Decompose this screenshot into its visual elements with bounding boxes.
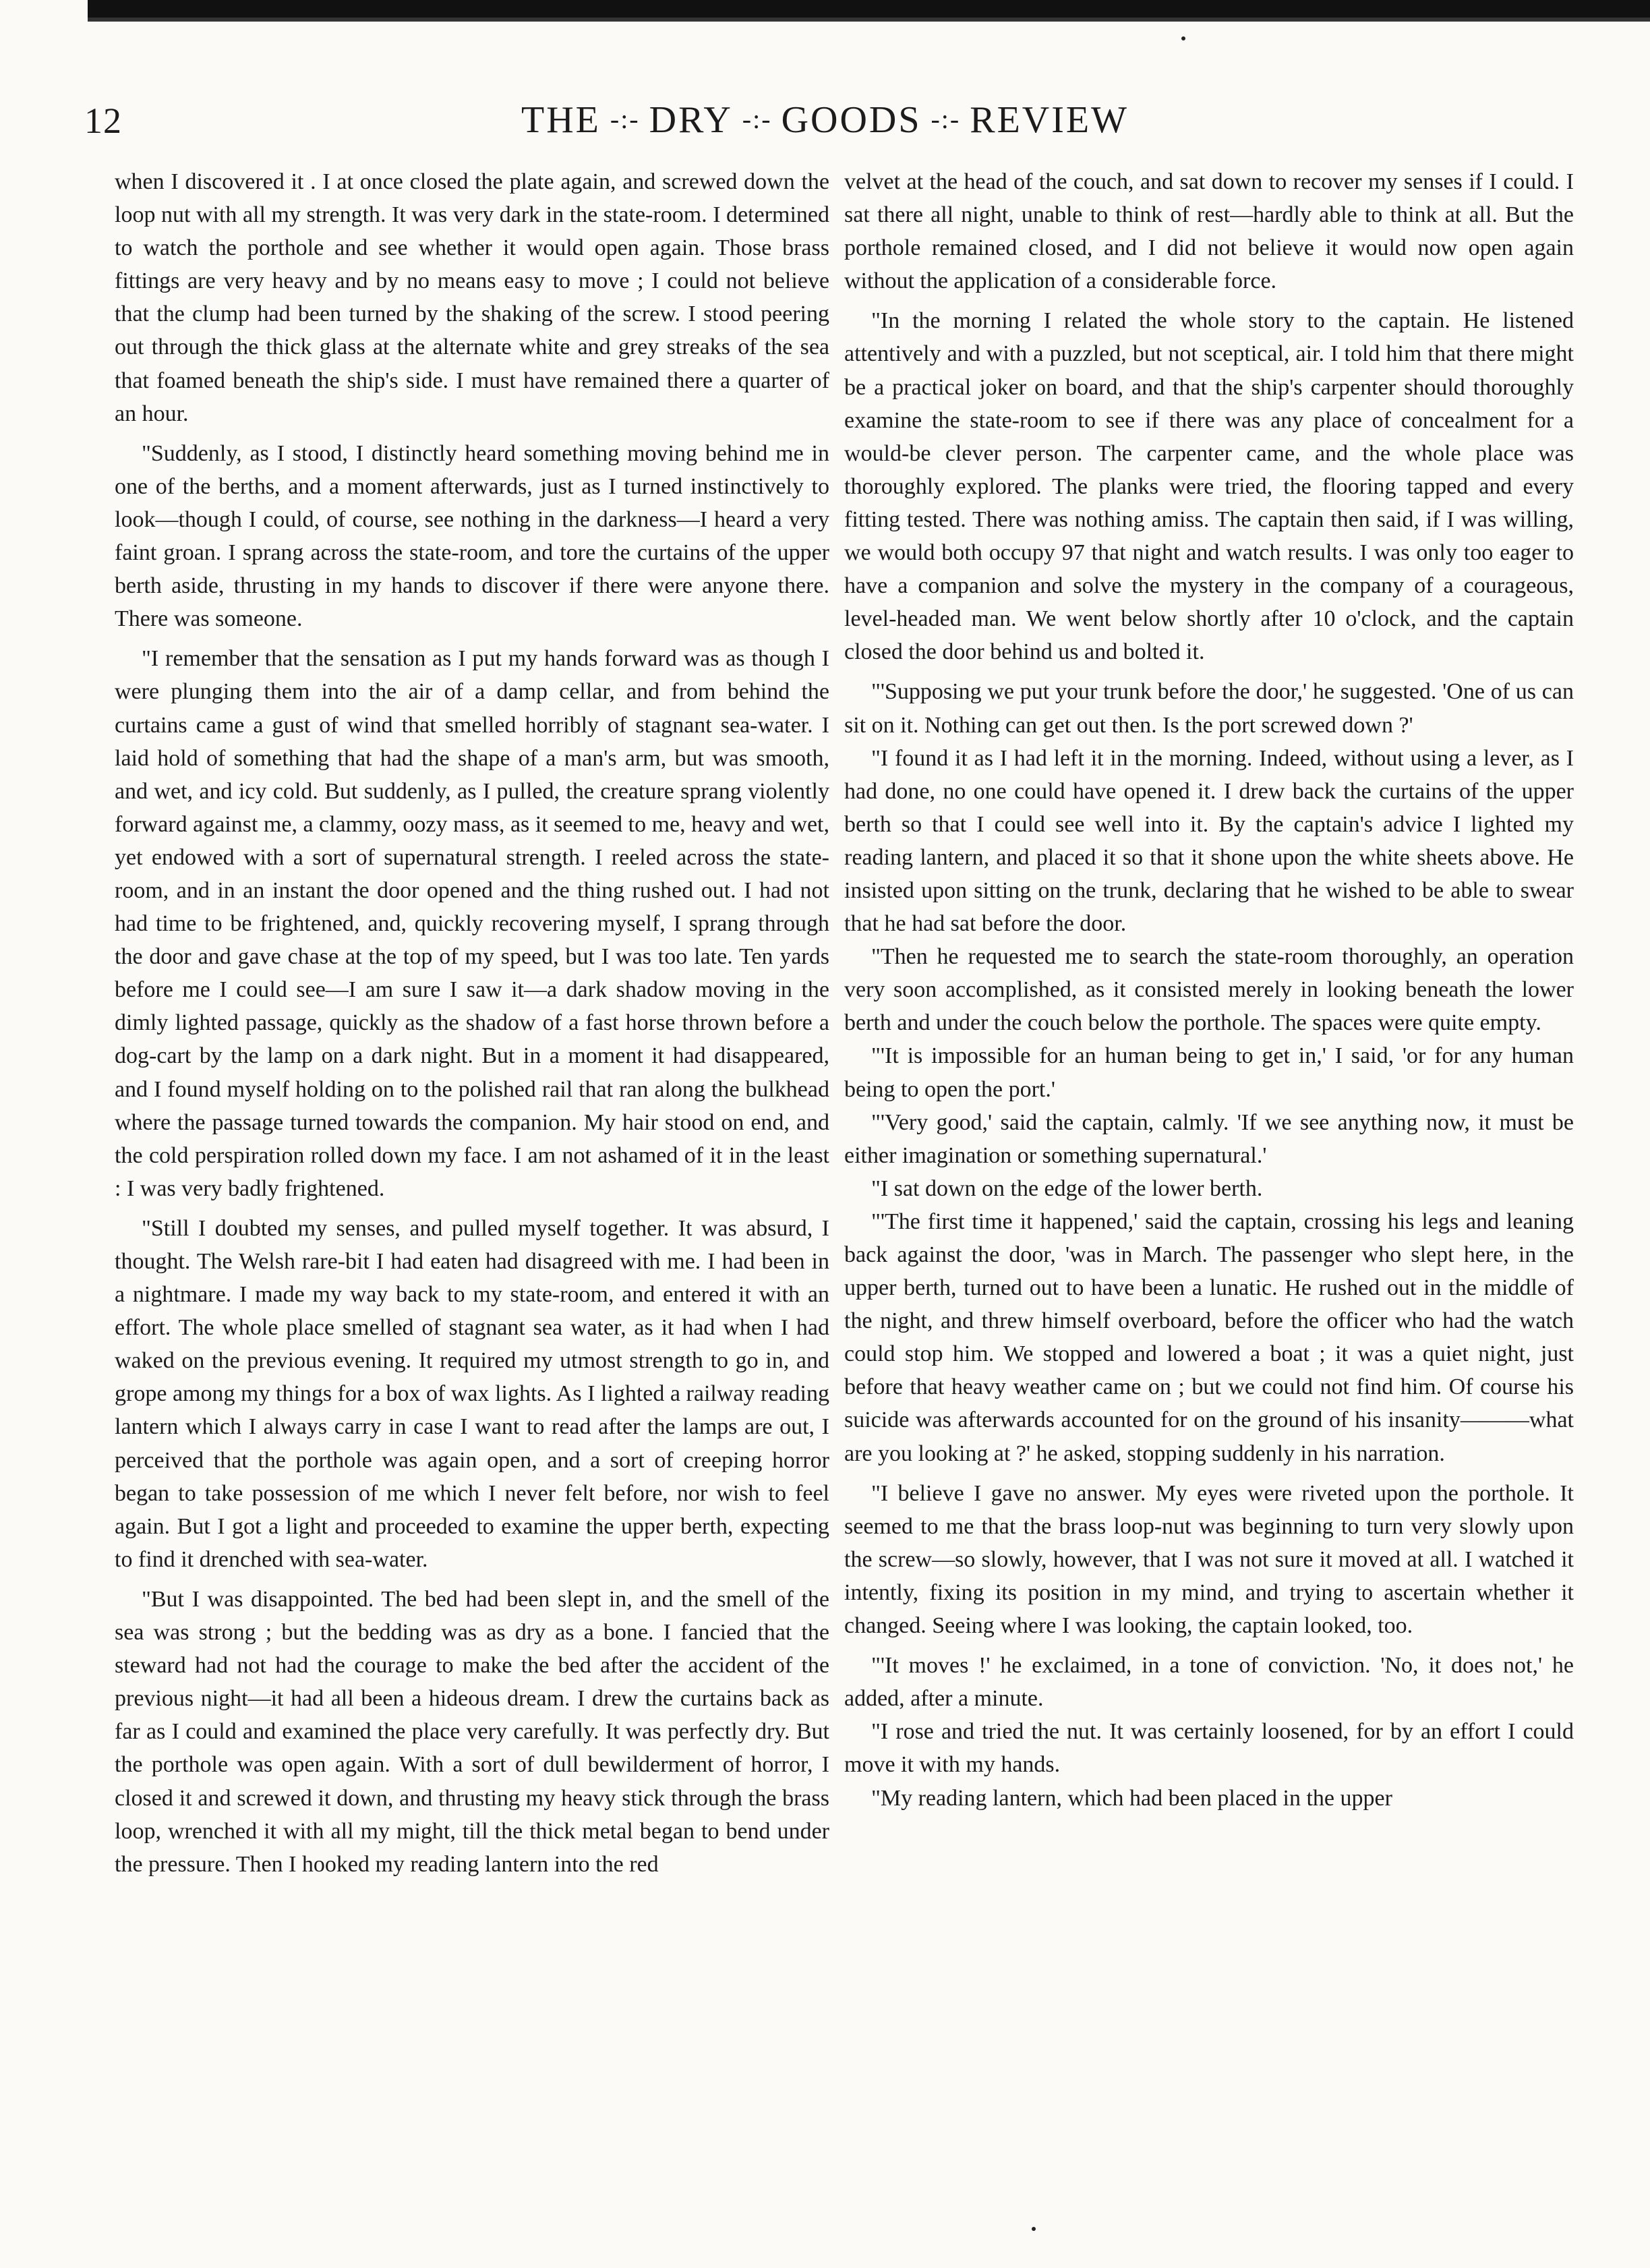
page-number: 12 (84, 100, 122, 141)
paragraph: velvet at the head of the couch, and sat down to recover my senses if I could. I sat there all night, unable to think of rest—hardly able to think at all. But the porthole remained closed, and I did not believe it would now open again without the application of a considerable force. (844, 169, 1574, 294)
paragraph: "'The first time it happened,' said the captain, crossing his legs and leaning back against the door, 'was in March. The passenger who slept here, in the upper berth, turned out to have been a lunatic. He rushed out in the middle of the night, and threw himself overboard, before the officer who had the watch could stop him. We stopped and lowered a boat ; it was a quiet night, just before that heavy weather came on ; but we could not find him. Of course his suicide was afterwards accounted for on the ground of his insanity———what are you looking at ?' he asked, stopping suddenly in his narration. (844, 1209, 1574, 1466)
paragraph: "I rose and tried the nut. It was certainly loosened, for by an effort I could move it with my hands. (844, 1719, 1574, 1778)
paragraph: when I discovered it . I at once closed the plate again, and screwed down the loop nut with all my strength. It was very dark in the state-room. I determined to watch the porthole and see whether it would open again. Those brass fittings are very heavy and by no means easy to move ; I could not believe that the clump had been turned by the shaking of the screw. I stood peering out through the thick glass at the alternate white and grey streaks of the sea that foamed beneath the ship's side. I must have remained there a quarter of an hour. (115, 169, 829, 426)
title-separator: -:- (610, 104, 640, 134)
running-title (0, 98, 1650, 142)
paragraph: "'It moves !' he exclaimed, in a tone of conviction. 'No, it does not,' he added, after a minute. (844, 1653, 1574, 1712)
title-separator: -:- (742, 104, 772, 134)
paragraph: "Then he requested me to search the state-room thoroughly, an operation very soon accomplished, as it consisted merely in looking beneath the lower berth and under the couch below the porthole. The spaces were quite empty. (844, 944, 1574, 1036)
paragraph: "I remember that the sensation as I put my hands forward was as though I were plunging them into the air of a damp cellar, and from behind the curtains came a gust of wind that smelled horribly of stagnant sea-water. I laid hold of something that had the shape of a man's arm, but was smooth, and wet, and icy cold. But suddenly, as I pulled, the creature sprang violently forward against me, a clammy, oozy mass, as it seemed to me, heavy and wet, yet endowed with a sort of supernatural strength. I reeled across the state-room, and in an instant the door opened and the thing rushed out. I had not had time to be frightened, and, quickly recovering myself, I sprang through the door and gave chase at the top of my speed, but I was too late. Ten yards before me I could see—I am sure I saw it—a dark shadow moving in the dimly lighted passage, quickly as the shadow of a fast horse thrown before a dog-cart by the lamp on a dark night. But in a moment it had disappeared, and I found myself holding on to the polished rail that ran along the bulkhead where the passage turned towards the companion. My hair stood on end, and the cold perspiration rolled down my face. I am not ashamed of it in the least : I was very badly frightened. (115, 646, 829, 1201)
left-text-column (115, 165, 829, 2182)
title-word: DRY (649, 99, 733, 141)
paragraph: "In the morning I related the whole story to the captain. He listened attentively and with a puzzled, but not sceptical, air. I told him that there might be a practical joker on board, and that the ship's carpenter should thoroughly examine the state-room to see if there was any place of concealment for a would-be clever person. The carpenter came, and the whole place was thoroughly explored. The planks were tried, the flooring tapped and every fitting tested. There was nothing amiss. The captain then said, if I was willing, we would both occupy 97 that night and watch results. I was only too eager to have a companion and solve the mystery in the company of a courageous, level-headed man. We went below shortly after 10 o'clock, and the captain closed the door behind us and bolted it. (844, 308, 1574, 665)
paragraph: "'Very good,' said the captain, calmly. 'If we see anything now, it must be either imagination or something supernatural.' (844, 1109, 1574, 1168)
title-word: REVIEW (970, 99, 1129, 141)
paragraph: "My reading lantern, which had been placed in the upper (871, 1785, 1392, 1811)
print-speck (1032, 2227, 1036, 2231)
title-word: THE (521, 99, 601, 141)
top-border-rule (88, 0, 1650, 18)
paragraph: "I sat down on the edge of the lower berth. (871, 1175, 1263, 1201)
paragraph: "Still I doubted my senses, and pulled myself together. It was absurd, I thought. The Welsh rare-bit I had eaten had disagreed with me. I had been in a nightmare. I made my way back to my state-room, and entered it with an effort. The whole place smelled of stagnant sea water, as it had when I had waked on the previous evening. It required my utmost strength to go in, and grope among my things for a box of wax lights. As I lighted a railway reading lantern which I always carry in case I want to read after the lamps are out, I perceived that the porthole was again open, and a sort of creeping horror began to take possession of me which I never felt before, nor wish to feel again. But I got a light and proceeded to examine the upper berth, expecting to find it drenched with sea-water. (115, 1215, 829, 1572)
paragraph: "'It is impossible for an human being to get in,' I said, 'or for any human being to open the port.' (844, 1043, 1574, 1102)
right-text-column (844, 165, 1574, 2182)
top-border-rule-shadow (88, 18, 1650, 22)
paragraph: "I believe I gave no answer. My eyes were riveted upon the porthole. It seemed to me that the brass loop-nut was beginning to turn very slowly upon the screw—so slowly, however, that I was not sure it moved at all. I watched it intently, fixing its position in my mind, and trying to ascertain whether it changed. Seeing where I was looking, the captain looked, too. (844, 1480, 1574, 1639)
paragraph: "'Supposing we put your trunk before the door,' he suggested. 'One of us can sit on it. Nothing can get out then. Is the port screwed down ?' (844, 679, 1574, 738)
title-word: GOODS (781, 99, 922, 141)
paragraph: "Suddenly, as I stood, I distinctly heard something moving behind me in one of the berths, and a moment afterwards, just as I turned instinctively to look—though I could, of course, see nothing in the darkness—I heard a very faint groan. I sprang across the state-room, and tore the curtains of the upper berth aside, thrusting in my hands to discover if there were anyone there. There was someone. (115, 440, 829, 632)
print-speck (1181, 36, 1185, 40)
title-separator: -:- (931, 104, 961, 134)
paragraph: "I found it as I had left it in the morning. Indeed, without using a lever, as I had done, no one could have opened it. I drew back the curtains of the upper berth so that I could see well into it. By the captain's advice I lighted my reading lantern, and placed it so that it shone upon the white sheets above. He insisted upon sitting on the trunk, declaring that he wished to be able to swear that he had sat before the door. (844, 745, 1574, 937)
paragraph: "But I was disappointed. The bed had been slept in, and the smell of the sea was strong ; but the bedding was as dry as a bone. I fancied that the steward had not had the courage to make the bed after the accident of the previous night—it had all been a hideous dream. I drew the curtains back as far as I could and examined the place very carefully. It was perfectly dry. But the porthole was open again. With a sort of dull bewilderment of horror, I closed it and screwed it down, and thrusting my heavy stick through the brass loop, wrenched it with all my might, till the thick metal began to bend under the pressure. Then I hooked my reading lantern into the red (115, 1586, 829, 1877)
